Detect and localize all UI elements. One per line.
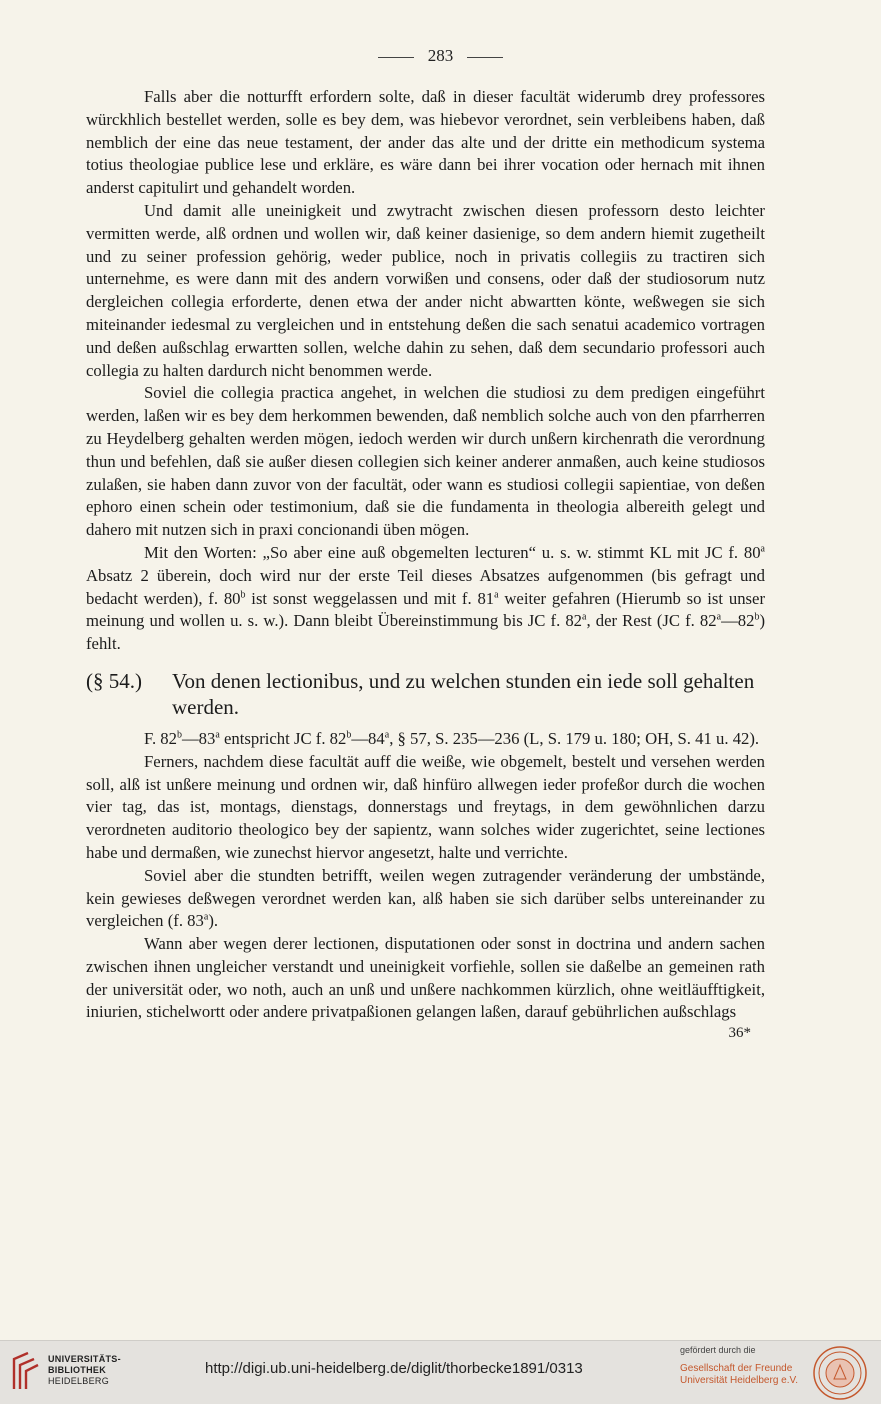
page-body	[86, 86, 765, 1045]
sponsor-link[interactable]: Gesellschaft der Freunde Universität Heidelberg e.V.	[680, 1363, 799, 1386]
section-heading	[86, 668, 765, 720]
editorial-note: F. 82$^b$—83$^a$ entspricht JC f. 82$^b$—84$^a$, § 57, S. 235—236 (L, S. 179 u. 180; OH, S. 41 u. 42).	[144, 728, 760, 748]
section-title: Von denen lectionibus, und zu welchen stunden ein iede soll gehalten werden.	[172, 668, 755, 719]
sponsor-label: gefördert durch die	[680, 1345, 756, 1355]
university-seal-icon	[812, 1345, 868, 1401]
library-logo-icon	[10, 1349, 40, 1393]
editorial-note: Mit den Worten: „So aber eine auß obgemelten lecturen“ u. s. w. stimmt KL mit JC f. 80$^a$ Absatz 2 überein, doch wird nur der erste Teil dieses Absatzes aufgenommen (bis gefragt und bedacht werden), f. 80$^b$ ist sonst weggelassen und mit f. 81$^a$ weiter gefahren (Hierumb so ist unser meinung und wollen u. s. w.). Dann bleibt Übereinstimmung bis JC f. 82$^a$, der Rest (JC f. 82$^a$—82$^b$) fehlt.	[86, 542, 765, 654]
divider	[467, 57, 503, 58]
paragraph: Soviel die collegia practica angehet, in welchen die studiosi zu dem predigen eingeführt werden, laßen wir es bey dem herkommen bewenden, daß nemblich solche auch von den pfarrherren zu Heydelberg gehalten werden mögen, iedoch werden wir durch unßern kirchenrath die verordnung thun und befehlen, daß sie außer diesen collegien sich keiner anderer anmaßen, auch keine studiosos zulaßen, sie haben dann zuvor von der facultät, oder wann es studiosi collegii sapientiae, von deßen ephoro einen schein oder testimonium, daß sie die fundamenta in theologia albereith gelegt und dahero mit nutzen sich in praxi concionandi üben mögen.	[86, 383, 765, 540]
paragraph: Wann aber wegen derer lectionen, disputationen oder sonst in doctrina und andern sachen zwischen ihnen ungleicher verstandt und uneinigkeit vorfiehle, sollen sie daßelbe an gemeinen rath der universität oder, wo noth, auch an unß und unßere nachkommen kürzlich, ohne weitläufftigkeit, iniurien, stichelwortt oder andere privatpaßionen gelangen laßen, darauf gebührlichen außschlags	[86, 934, 765, 1022]
divider	[378, 57, 414, 58]
page-number: 283	[0, 46, 881, 66]
section-number: (§ 54.)	[86, 668, 142, 693]
library-name[interactable]: UNIVERSITÄTS- BIBLIOTHEK HEIDELBERG	[48, 1354, 121, 1386]
permalink[interactable]: http://digi.ub.uni-heidelberg.de/diglit/thorbecke1891/0313	[205, 1360, 583, 1377]
paragraph: Ferners, nachdem diese facultät auff die weiße, wie obgemelt, bestelt und versehen werden soll, alß ist unßere meinung und ordnen wir, daß hinfüro allwegen ieder profeßor durch die wochen vier tag, das ist, montags, dienstags, donnerstags und freytags, in dem gewöhnlichen darzu verordneten auditorio theologico bey der sapientz, wann solches wider zugerichtet, seine lectiones habe und dermaßen, wie zunechst hiervor angesetzt, halte und verrichte.	[86, 751, 765, 862]
viewer-footer	[0, 1340, 881, 1404]
paragraph: Und damit alle uneinigkeit und zwytracht zwischen diesen professorn desto leichter vermitten werde, alß ordnen und wollen wir, daß keiner dasienige, so dem andern hiemit zugetheilt und zu seiner profession gehörig, weder publice, noch in privatis collegiis zu tractiren sich unternehme, es were dann mit des andern vorwißen und consens, oder daß der studiosorum nutz dergleichen collegia erforderte, denen etwa der ander nicht abwartten könte, weßwegen sie sich miteinander iedesmal zu vergleichen und in entstehung deßen die sach senatui academico vortragen und deßen außschlag erwartten sollen, welche dahin zu sehen, daß dem secundario professori auch collegia zu halten dardurch nicht benommen werde.	[86, 200, 765, 380]
paragraph: Soviel aber die stundten betrifft, weilen wegen zutragender veränderung der umbstände, kein gewieses deßwegen verordnet werden kan, alß haben sie sich darüber selbs untereinander zu vergleichen (f. 83$^a$).	[86, 865, 765, 931]
paragraph: Falls aber die notturfft erfordern solte, daß in dieser facultät widerumb drey professores würckhlich bestellet werden, solle es bey dem, was hiebevor verordnet, sein verbleibens haben, daß nemblich der eine das neue testament, der ander das alte und der dritte ein methodicum systema totius theologiae publice lese und erkläre, es wäre dann bei ihrer vocation oder hernach mit ihnen anderst capitulirt und gehandelt worden.	[86, 87, 765, 198]
sheet-signature: 36*	[728, 1025, 751, 1042]
